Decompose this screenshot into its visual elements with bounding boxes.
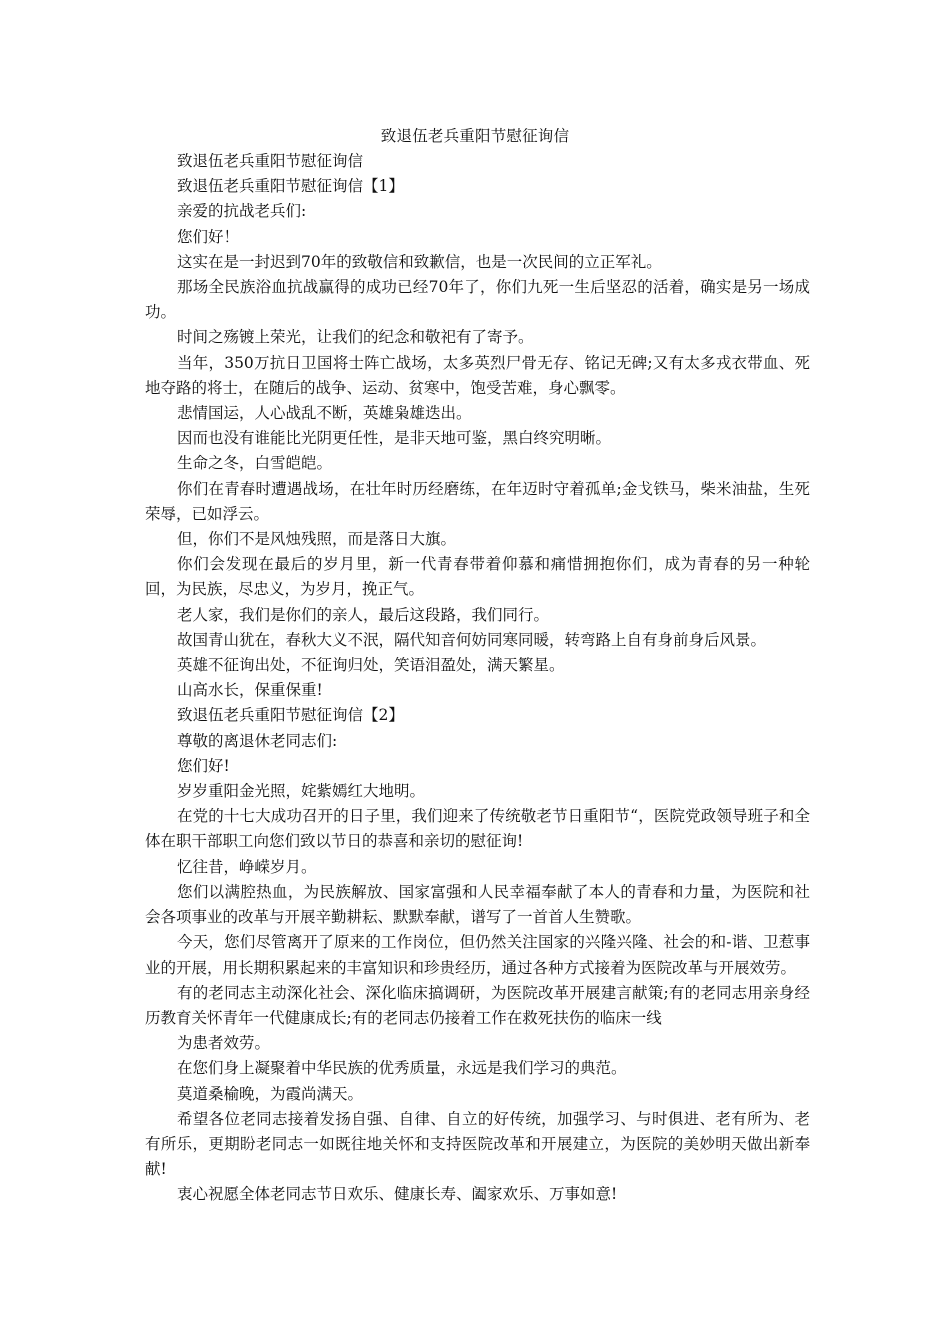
paragraph: 你们会发现在最后的岁月里，新一代青春带着仰慕和痛惜拥抱你们，成为青春的另一种轮回，为民族，尽忠义，为岁月，挽正气。 bbox=[145, 555, 810, 599]
paragraph: 在您们身上凝聚着中华民族的优秀质量，永远是我们学习的典范。 bbox=[177, 1059, 627, 1078]
paragraph: 衷心祝愿全体老同志节日欢乐、健康长寿、阖家欢乐、万事如意! bbox=[177, 1185, 618, 1204]
document-title: 致退伍老兵重阳节慰征询信 bbox=[380, 127, 570, 145]
paragraph: 今天，您们尽管离开了原来的工作岗位，但仍然关注国家的兴隆兴隆、社会的和-谐、卫惹事业的开展，用长期积累起来的丰富知识和珍贵经历，通过各种方式接着为医院改革与开展效劳。 bbox=[145, 933, 810, 977]
paragraph: 岁岁重阳金光照，姹紫嫣红大地明。 bbox=[177, 782, 426, 801]
paragraph: 因而也没有谁能比光阴更任性，是非天地可鉴，黑白终究明晰。 bbox=[177, 429, 612, 448]
paragraph: 老人家，我们是你们的亲人，最后这段路，我们同行。 bbox=[177, 605, 550, 624]
paragraph: 英雄不征询出处，不征询归处，笑语泪盈处，满天繁星。 bbox=[177, 656, 565, 675]
section-heading-2: 致退伍老兵重阳节慰征询信【2】 bbox=[177, 706, 404, 725]
paragraph: 莫道桑榆晚，为霞尚满天。 bbox=[177, 1084, 364, 1103]
paragraph: 您们好！ bbox=[177, 227, 240, 246]
paragraph: 故国青山犹在，春秋大义不泯，隔代知音何妨同寒同暖，转弯路上自有身前身后风景。 bbox=[177, 630, 767, 649]
paragraph: 希望各位老同志接着发扬自强、自律、自立的好传统，加强学习、与时俱进、老有所为、老有所乐，更期盼老同志一如既往地关怀和支持医院改革和开展建立，为医院的美妙明天做出新奉献! bbox=[145, 1109, 810, 1179]
paragraph: 为患者效劳。 bbox=[177, 1034, 271, 1053]
paragraph: 时间之殇镀上荣光，让我们的纪念和敬祀有了寄予。 bbox=[177, 328, 534, 347]
paragraph: 致退伍老兵重阳节慰征询信 bbox=[177, 152, 364, 170]
paragraph: 生命之冬，白雪皑皑。 bbox=[177, 454, 333, 473]
paragraph: 山高水长，保重保重! bbox=[177, 681, 323, 700]
paragraph: 你们在青春时遭遇战场，在壮年时历经磨练，在年迈时守着孤单;金戈铁马，柴米油盐，生死荣辱，已如浮云。 bbox=[145, 479, 810, 523]
paragraph: 在党的十七大成功召开的日子里，我们迎来了传统敬老节日重阳节“，医院党政领导班子和全体在职干部职工向您们致以节日的恭喜和亲切的慰征询! bbox=[145, 807, 810, 851]
document-body bbox=[145, 149, 810, 1208]
paragraph: 亲爱的抗战老兵们: bbox=[177, 202, 307, 221]
paragraph: 忆往昔，峥嵘岁月。 bbox=[177, 857, 317, 876]
paragraph: 那场全民族浴血抗战赢得的成功已经70年了，你们九死一生后坚忍的活着，确实是另一场成功。 bbox=[145, 278, 810, 322]
paragraph: 您们好! bbox=[177, 756, 230, 775]
paragraph: 悲情国运，人心战乱不断，英雄枭雄迭出。 bbox=[177, 404, 472, 423]
paragraph: 尊敬的离退休老同志们: bbox=[177, 731, 338, 750]
paragraph: 但，你们不是风烛残照，而是落日大旗。 bbox=[177, 530, 457, 549]
paragraph: 您们以满腔热血，为民族解放、国家富强和人民幸福奉献了本人的青春和力量，为医院和社会各项事业的改革与开展辛勤耕耘、默默奉献，谱写了一首首人生赞歌。 bbox=[145, 882, 810, 927]
section-heading-1: 致退伍老兵重阳节慰征询信【1】 bbox=[177, 177, 404, 196]
paragraph: 当年，350万抗日卫国将士阵亡战场，太多英烈尸骨无存、铭记无碑;又有太多戎衣带血、死地夺路的将士，在随后的战争、运动、贫寒中，饱受苦难，身心飘零。 bbox=[145, 353, 810, 397]
paragraph: 有的老同志主动深化社会、深化临床搞调研，为医院改革开展建言献策;有的老同志用亲身经历教育关怀青年一代健康成长;有的老同志仍接着工作在救死扶伤的临床一线 bbox=[145, 983, 810, 1027]
paragraph: 这实在是一封迟到70年的致敬信和致歉信，也是一次民间的立正军礼。 bbox=[177, 252, 662, 271]
